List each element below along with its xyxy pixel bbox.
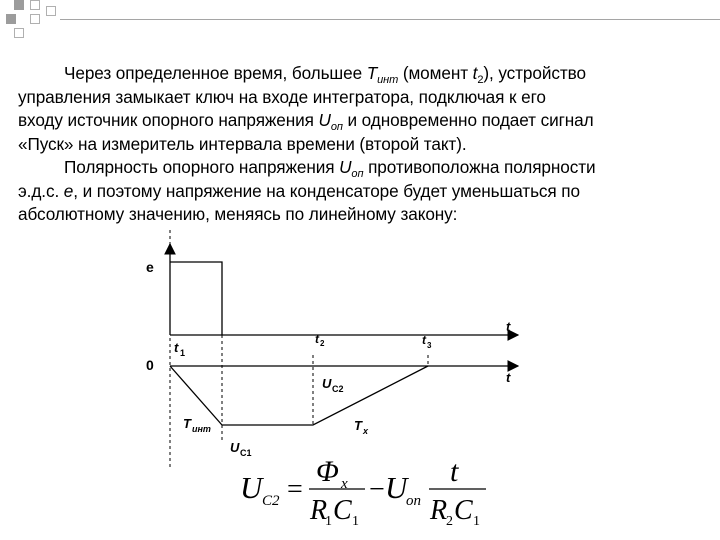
- formula-r1: R: [310, 495, 328, 526]
- formula-phi: Φ: [316, 455, 339, 488]
- formula-phi-sub: x: [341, 476, 348, 492]
- lower-t-label: t: [506, 370, 511, 385]
- formula-u-sub: C2: [262, 493, 280, 509]
- text-run: и одновременно подает сигнал: [342, 110, 594, 130]
- e-pulse: [170, 262, 222, 335]
- formula-uop-sub: оп: [406, 493, 421, 509]
- var-t2: t: [472, 63, 478, 83]
- formula-r2-sub: 2: [446, 514, 453, 529]
- uc2-label: [322, 376, 344, 394]
- t3-letter: t: [422, 333, 426, 347]
- text-run: э.д.с.: [18, 180, 64, 201]
- formula-uop: U: [385, 470, 408, 505]
- uc1-letter: U: [230, 440, 240, 455]
- formula-minus: −: [369, 474, 385, 505]
- text-run: противоположна полярности: [363, 157, 596, 177]
- formula-u: U: [240, 470, 263, 505]
- var-u: U: [339, 157, 352, 177]
- tx-letter: T: [354, 418, 362, 433]
- text-run: входу источник опорного напряжения: [18, 110, 319, 130]
- tx-label: [354, 418, 369, 436]
- formula-t: t: [450, 455, 459, 488]
- formula-r1-sub: 1: [325, 514, 332, 529]
- text-line: абсолютному значению, меняясь по линейному закону:: [18, 204, 458, 224]
- tint-label: [183, 416, 211, 434]
- formula-r2: R: [430, 495, 448, 526]
- zero-label: 0: [146, 357, 154, 373]
- uc2-letter: U: [322, 376, 332, 391]
- var-sub: инт: [377, 74, 399, 86]
- t1-letter: t: [174, 340, 179, 355]
- text-run: , и поэтому напряжение на конденсаторе будет уменьшаться по: [73, 180, 580, 201]
- text-run: (момент: [398, 63, 473, 83]
- text-line: управления замыкает ключ на входе интегратора, подключая к его: [18, 86, 546, 107]
- formula-c1b: C: [454, 495, 473, 526]
- uc2-formula: [240, 455, 486, 529]
- tx-sub: x: [363, 426, 369, 436]
- var-sub: 2: [477, 74, 484, 86]
- uc1-label: [230, 440, 252, 458]
- t2-letter: t: [315, 332, 319, 346]
- formula-c1b-sub: 1: [473, 514, 480, 529]
- var-sub: оп: [330, 121, 343, 133]
- text-run: ), устройство: [483, 63, 586, 83]
- upper-t-label: t: [506, 319, 511, 334]
- t3-sub: 3: [427, 341, 432, 350]
- text-run: Через определенное время, большее: [64, 63, 367, 83]
- tint-letter: T: [183, 416, 191, 431]
- tint-sub: инт: [192, 424, 211, 434]
- t2-sub: 2: [320, 339, 325, 348]
- text-run: Полярность опорного напряжения: [64, 157, 340, 177]
- uc2-sub: C2: [332, 384, 344, 394]
- t1-sub: 1: [180, 348, 186, 358]
- formula-equals: =: [287, 474, 303, 505]
- var-t: T: [366, 63, 378, 83]
- t1-label: [174, 340, 185, 358]
- var-sub: оп: [351, 168, 364, 180]
- uc-waveform: [170, 366, 428, 425]
- text-line: «Пуск» на измеритель интервала времени (второй такт).: [18, 133, 467, 154]
- e-axis-label: e: [146, 259, 154, 275]
- var-u: U: [318, 110, 331, 130]
- var-e: e: [63, 180, 74, 201]
- formula-c1-sub: 1: [352, 514, 359, 529]
- formula-c1: C: [333, 495, 352, 526]
- uc1-sub: C1: [240, 448, 252, 458]
